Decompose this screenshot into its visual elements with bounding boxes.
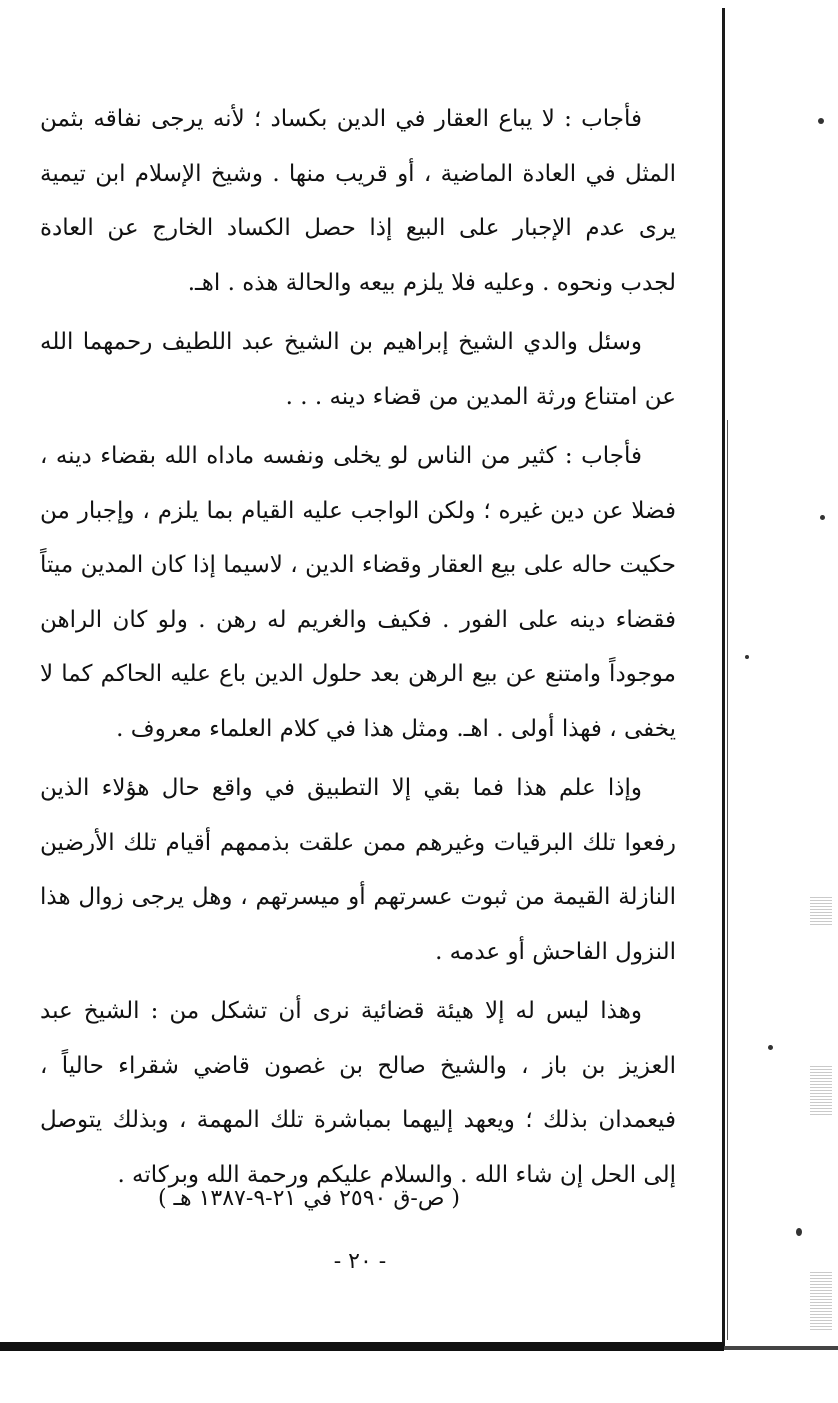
paragraph: وهذا ليس له إلا هيئة قضائية نرى أن تشكل من : الشيخ عبد العزيز بن باز ، والشيخ صالح بن غصون قاضي شقراء حالياً ، فيعمدان بذلك ؛ ويعهد إليهما بمباشرة تلك المهمة ، وبذلك يتوصل إلى الحل إن شاء الله . والسلام عليكم ورحمة الله وبركاته .	[40, 998, 676, 1188]
page-edge-shadow-line	[727, 420, 728, 1340]
scan-noise	[810, 895, 832, 925]
scan-noise	[810, 1065, 832, 1115]
scan-speck	[818, 118, 824, 124]
paragraph: فأجاب : لا يباع العقار في الدين بكساد ؛ لأنه يرجى نفاقه بثمن المثل في العادة الماضية ، أو قريب منها . وشيخ الإسلام ابن تيمية يرى عدم الإجبار على البيع إذا حصل الكساد الخارج عن العادة لجدب ونحوه . وعليه فلا يلزم بيعه والحالة هذه . اهـ.	[40, 106, 676, 296]
scan-speck	[820, 515, 825, 520]
source-citation: ( ص-ق ٢٥٩٠ في ٢١-٩-١٣٨٧ هـ )	[157, 1186, 460, 1211]
scan-speck	[768, 1045, 773, 1050]
page-edge-line	[722, 8, 725, 1350]
page-number: - ٢٠ -	[333, 1249, 387, 1274]
body-text	[40, 92, 676, 1207]
scan-speck	[745, 655, 749, 659]
bottom-rule-extension	[724, 1346, 838, 1350]
paragraph: وسئل والدي الشيخ إبراهيم بن الشيخ عبد اللطيف رحمهما الله عن امتناع ورثة المدين من قضاء دينه . . .	[40, 329, 676, 410]
scan-speck	[796, 1228, 802, 1236]
bottom-rule	[0, 1342, 724, 1351]
scan-noise	[810, 1270, 832, 1330]
paragraph: وإذا علم هذا فما بقي إلا التطبيق في واقع حال هؤلاء الذين رفعوا تلك البرقيات وغيرهم ممن علقت بذممهم أقيام تلك الأرضين النازلة القيمة من ثبوت عسرتهم أو ميسرتهم ، وهل يرجى زوال هذا النزول الفاحش أو عدمه .	[40, 775, 676, 965]
paragraph: فأجاب : كثير من الناس لو يخلى ونفسه ماداه الله بقضاء دينه ، فضلا عن دين غيره ؛ ولكن الواجب عليه القيام بما يلزم ، وإجبار من حكيت حاله على بيع العقار وقضاء الدين ، لاسيما إذا كان المدين ميتاً فقضاء دينه على الفور . فكيف والغريم له رهن . ولو كان الراهن موجوداً وامتنع عن بيع الرهن بعد حلول الدين باع عليه الحاكم كما لا يخفى ، فهذا أولى . اهـ. ومثل هذا في كلام العلماء معروف .	[40, 443, 676, 742]
